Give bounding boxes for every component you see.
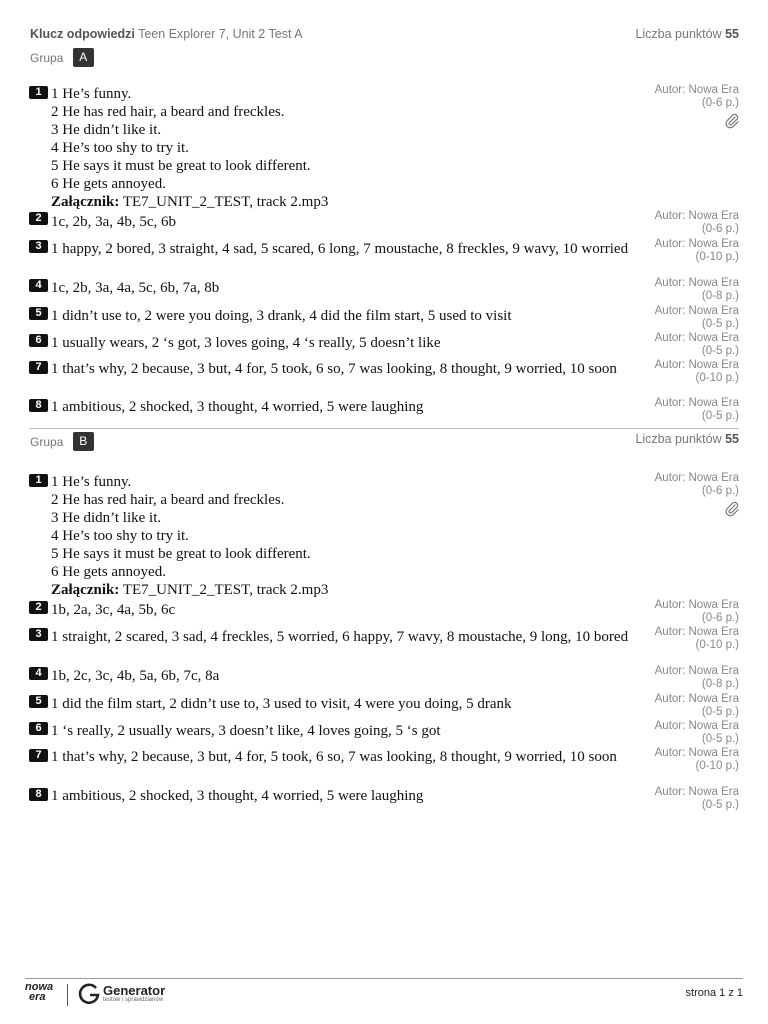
question-meta — [655, 332, 739, 358]
attachment-file[interactable]: TE7_UNIT_2_TEST, track 2.mp3 — [122, 582, 329, 598]
question-meta — [655, 305, 739, 331]
answer-text: 1c, 2b, 3a, 4a, 5c, 6b, 7a, 8b — [51, 280, 220, 296]
question-number: 2 — [29, 601, 48, 614]
question-meta — [655, 747, 739, 773]
author: Autor: Nowa Era — [654, 626, 739, 638]
author: Autor: Nowa Era — [654, 599, 739, 611]
answer-text: 1 happy, 2 bored, 3 straight, 4 sad, 5 scared, 6 long, 7 moustache, 8 freckles, 9 wavy, 10 worried — [51, 241, 629, 257]
points: (0-10 p.) — [695, 251, 739, 263]
paperclip-icon[interactable] — [725, 113, 739, 129]
answer-line: 6 He gets annoyed. — [51, 564, 166, 580]
question-meta — [655, 693, 739, 719]
question-meta — [655, 665, 739, 691]
points-value: 55 — [725, 432, 739, 446]
question-meta — [655, 210, 739, 236]
question-number: 5 — [29, 307, 48, 320]
answer-text: 1 ambitious, 2 shocked, 3 thought, 4 worried, 5 were laughing — [51, 399, 424, 415]
answer-line: 1 He’s funny. — [51, 86, 132, 102]
points-value: 55 — [725, 27, 739, 41]
question-meta — [655, 599, 739, 625]
question-meta — [655, 238, 739, 264]
author: Autor: Nowa Era — [654, 720, 739, 732]
test-title: Teen Explorer 7, Unit 2 Test A — [138, 27, 303, 41]
question-number: 1 — [29, 474, 48, 487]
answer-text: 1 did the film start, 2 didn’t use to, 3 used to visit, 4 were you doing, 5 drank — [51, 696, 512, 712]
points: (0-10 p.) — [695, 372, 739, 384]
author: Autor: Nowa Era — [654, 359, 739, 371]
question-number: 1 — [29, 86, 48, 99]
points-label: Liczba punktów — [635, 27, 722, 41]
points: (0-8 p.) — [701, 290, 739, 302]
author: Autor: Nowa Era — [654, 277, 739, 289]
group-a-header — [30, 48, 94, 68]
group-label: Grupa — [30, 434, 64, 449]
question-meta — [655, 277, 739, 303]
author: Autor: Nowa Era — [654, 397, 739, 409]
author: Autor: Nowa Era — [654, 786, 739, 798]
points-label: Liczba punktów — [635, 432, 722, 446]
logo-separator — [67, 984, 68, 1006]
author: Autor: Nowa Era — [654, 693, 739, 705]
question-number: 2 — [29, 212, 48, 225]
answer-line: 3 He didn’t like it. — [51, 510, 162, 526]
answer-line: 2 He has red hair, a beard and freckles. — [51, 492, 285, 508]
logo-line: era — [29, 991, 46, 1003]
answer-line: 5 He says it must be great to look different. — [51, 158, 311, 174]
answer-line: 6 He gets annoyed. — [51, 176, 166, 192]
nowa-era-logo — [25, 982, 53, 1002]
group-label: Grupa — [30, 50, 64, 65]
attachment-line — [51, 581, 636, 599]
question-number: 7 — [29, 749, 48, 762]
answer-text: 1 ambitious, 2 shocked, 3 thought, 4 worried, 5 were laughing — [51, 788, 424, 804]
points: (0-6 p.) — [701, 485, 739, 497]
question-meta — [655, 472, 739, 517]
footer-divider — [25, 978, 743, 979]
answer-text: 1 straight, 2 scared, 3 sad, 4 freckles, 5 worried, 6 happy, 7 wavy, 8 moustache, 9 long, 10 bored — [51, 629, 629, 645]
author: Autor: Nowa Era — [654, 84, 739, 96]
question-meta — [655, 359, 739, 385]
points: (0-5 p.) — [701, 345, 739, 357]
question-number: 8 — [29, 788, 48, 801]
question-number: 6 — [29, 334, 48, 347]
answer-text — [51, 85, 636, 211]
answer-text: 1b, 2a, 3c, 4a, 5b, 6c — [51, 602, 176, 618]
answer-key-label: Klucz odpowiedzi — [30, 27, 135, 41]
answer-text: 1 didn’t use to, 2 were you doing, 3 drank, 4 did the film start, 5 used to visit — [51, 308, 512, 324]
points: (0-5 p.) — [701, 706, 739, 718]
group-badge: A — [73, 48, 94, 67]
question-number: 3 — [29, 240, 48, 253]
author: Autor: Nowa Era — [654, 332, 739, 344]
question-number: 8 — [29, 399, 48, 412]
answer-text: 1 usually wears, 2 ‘s got, 3 loves going, 4 ‘s really, 5 doesn’t like — [51, 335, 441, 351]
question-number: 4 — [29, 667, 48, 680]
attachment-label: Załącznik: — [51, 582, 120, 598]
points: (0-10 p.) — [695, 760, 739, 772]
points: (0-5 p.) — [701, 733, 739, 745]
answer-text — [51, 473, 636, 599]
attachment-line — [51, 193, 636, 211]
author: Autor: Nowa Era — [654, 210, 739, 222]
logo-line: nowa — [25, 981, 54, 993]
answer-line: 2 He has red hair, a beard and freckles. — [51, 104, 285, 120]
author: Autor: Nowa Era — [654, 665, 739, 677]
generator-g-icon — [77, 982, 101, 1006]
points: (0-10 p.) — [695, 639, 739, 651]
attachment-label: Załącznik: — [51, 194, 120, 210]
question-meta — [655, 786, 739, 812]
group-b-header — [30, 432, 94, 452]
points: (0-5 p.) — [701, 318, 739, 330]
generator-subtitle: testów i sprawdzianów — [103, 997, 164, 1003]
points: (0-6 p.) — [701, 97, 739, 109]
group-divider — [29, 428, 739, 429]
points: (0-6 p.) — [701, 612, 739, 624]
answer-text: 1c, 2b, 3a, 4b, 5c, 6b — [51, 214, 176, 230]
question-number: 5 — [29, 695, 48, 708]
author: Autor: Nowa Era — [654, 238, 739, 250]
question-meta — [655, 84, 739, 129]
question-meta — [655, 626, 739, 652]
question-number: 6 — [29, 722, 48, 735]
total-points — [635, 27, 739, 41]
points: (0-6 p.) — [701, 223, 739, 235]
page-header — [30, 27, 739, 45]
question-meta — [655, 720, 739, 746]
group-badge: B — [73, 432, 94, 451]
answer-line: 3 He didn’t like it. — [51, 122, 162, 138]
points: (0-5 p.) — [701, 799, 739, 811]
question-meta — [655, 397, 739, 423]
answer-line: 1 He’s funny. — [51, 474, 132, 490]
answer-text: 1 that’s why, 2 because, 3 but, 4 for, 5 took, 6 so, 7 was looking, 8 thought, 9 worried, 10 soon — [51, 361, 617, 377]
paperclip-icon[interactable] — [725, 501, 739, 517]
answer-line: 4 He’s too shy to try it. — [51, 140, 189, 156]
answer-text: 1 ‘s really, 2 usually wears, 3 doesn’t like, 4 loves going, 5 ‘s got — [51, 723, 441, 739]
question-number: 7 — [29, 361, 48, 374]
points: (0-5 p.) — [701, 410, 739, 422]
author: Autor: Nowa Era — [654, 747, 739, 759]
author: Autor: Nowa Era — [654, 472, 739, 484]
attachment-file[interactable]: TE7_UNIT_2_TEST, track 2.mp3 — [122, 194, 329, 210]
generator-title: Generator — [103, 983, 166, 998]
answer-text: 1 that’s why, 2 because, 3 but, 4 for, 5 took, 6 so, 7 was looking, 8 thought, 9 worried, 10 soon — [51, 749, 617, 765]
points: (0-8 p.) — [701, 678, 739, 690]
question-number: 4 — [29, 279, 48, 292]
page-footer — [25, 982, 743, 1008]
author: Autor: Nowa Era — [654, 305, 739, 317]
answer-text: 1b, 2c, 3c, 4b, 5a, 6b, 7c, 8a — [51, 668, 220, 684]
group-b-points — [635, 432, 739, 446]
answer-line: 5 He says it must be great to look different. — [51, 546, 311, 562]
question-number: 3 — [29, 628, 48, 641]
page-number: strona 1 z 1 — [685, 987, 743, 999]
answer-line: 4 He’s too shy to try it. — [51, 528, 189, 544]
